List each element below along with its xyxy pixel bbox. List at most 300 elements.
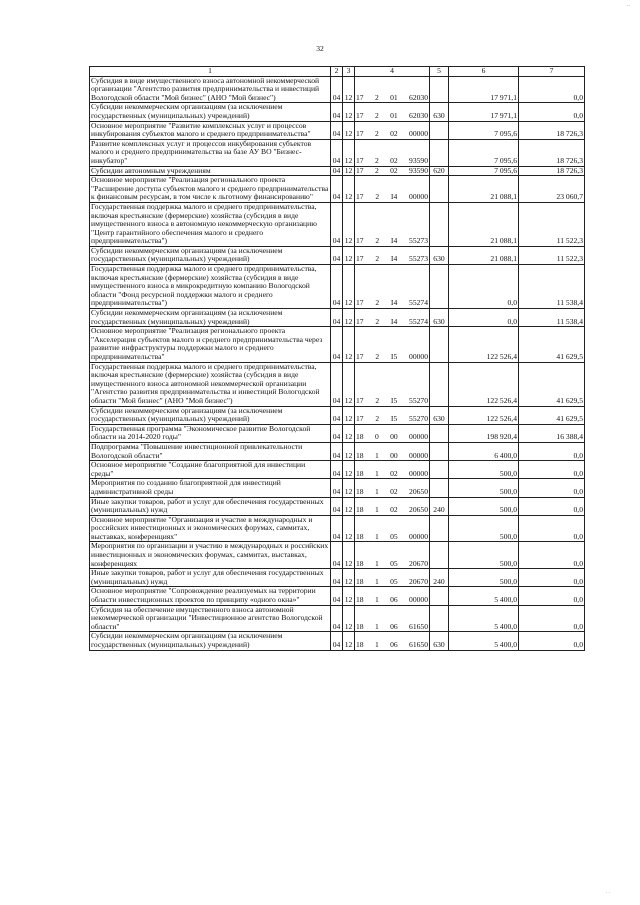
row-vr — [430, 424, 449, 442]
row-pr: 12 — [343, 424, 355, 442]
col-header: 5 — [430, 67, 449, 77]
row-value-1: 500,0 — [449, 461, 519, 479]
row-vr — [430, 542, 449, 569]
row-pr: 12 — [343, 406, 355, 424]
row-name: Субсидия в виде имущественного взноса автономной некоммерческой организации "Агентство развития предпринимательства и инвестиций Вологодской области "Мой бизнес" (АНО "Мой бизнес") — [90, 76, 331, 103]
row-pr: 12 — [343, 139, 355, 166]
table-row — [90, 265, 585, 309]
csr-part: 00000 — [409, 450, 428, 460]
table-row — [90, 139, 585, 166]
row-value-2: 0,0 — [519, 479, 585, 497]
row-pr: 12 — [343, 176, 355, 203]
table-row — [90, 542, 585, 569]
table-row — [90, 362, 585, 406]
csr-part: 2 — [374, 166, 379, 175]
row-csr — [355, 605, 430, 632]
row-value-2: 18 726,3 — [519, 139, 585, 166]
csr-part: 20650 — [409, 486, 428, 496]
csr-part: 55270 — [409, 414, 428, 424]
csr-part: 06 — [390, 621, 398, 631]
csr-part: 17 — [356, 316, 364, 326]
row-gr: 04 — [331, 406, 343, 424]
row-gr: 04 — [331, 76, 343, 103]
csr-part: I5 — [390, 414, 398, 424]
row-value-1: 500,0 — [449, 479, 519, 497]
csr-part: 1 — [374, 505, 379, 515]
row-vr: 630 — [430, 406, 449, 424]
row-name: Основное мероприятие "Развитие комплексных услуг и процессов инкубирования субъектов малого и среднего предпринимательства" — [90, 121, 331, 139]
table-row — [90, 166, 585, 176]
row-value-2: 18 726,3 — [519, 166, 585, 176]
row-csr — [355, 265, 430, 309]
row-vr: 620 — [430, 166, 449, 176]
row-csr — [355, 542, 430, 569]
row-gr: 04 — [331, 309, 343, 327]
csr-part: 2 — [375, 298, 380, 308]
row-pr: 12 — [343, 515, 355, 542]
csr-part: 05 — [390, 558, 398, 568]
col-header: 3 — [343, 67, 355, 77]
row-vr — [430, 442, 449, 460]
csr-part: 17 — [356, 129, 364, 139]
row-csr — [355, 309, 430, 327]
row-value-2: 11 538,4 — [519, 309, 585, 327]
row-gr: 04 — [331, 202, 343, 246]
csr-part: 06 — [390, 640, 398, 649]
row-csr — [355, 461, 430, 479]
row-vr: 630 — [430, 103, 449, 121]
row-value-2: 0,0 — [519, 442, 585, 460]
csr-part: 18 — [356, 640, 364, 649]
csr-part: 55270 — [409, 395, 428, 405]
row-value-1: 500,0 — [449, 542, 519, 569]
row-gr: 04 — [331, 139, 343, 166]
csr-part: 93590 — [409, 155, 428, 165]
row-name: Мероприятия по организации и участию в международных и российских инвестиционных и экономических форумах, саммитах, выставках, конференциях — [90, 542, 331, 569]
row-pr: 12 — [343, 479, 355, 497]
row-value-1: 7 095,6 — [449, 166, 519, 176]
row-pr: 12 — [343, 497, 355, 515]
row-csr — [355, 76, 430, 103]
table-row — [90, 605, 585, 632]
row-vr — [430, 605, 449, 632]
csr-part: 18 — [356, 621, 364, 631]
scan-mark: .. — [627, 2, 630, 8]
csr-part: 1 — [374, 595, 379, 605]
row-vr — [430, 121, 449, 139]
row-value-2: 41 629,5 — [519, 406, 585, 424]
csr-part: 18 — [356, 576, 364, 586]
csr-part: 2 — [375, 414, 380, 424]
table-row — [90, 497, 585, 515]
row-csr-code — [356, 130, 428, 139]
row-name: Основное мероприятие "Реализация регионального проекта "Акселерация субъектов малого и среднего предпринимательства через развитие инфраструктуры поддержки малого и среднего предпринимательства" — [90, 327, 331, 362]
csr-part: 1 — [374, 621, 379, 631]
row-value-1: 0,0 — [449, 265, 519, 309]
row-csr-code — [356, 578, 428, 587]
csr-part: 2 — [374, 92, 379, 102]
row-csr-code — [356, 560, 428, 569]
row-pr: 12 — [343, 362, 355, 406]
row-vr — [430, 479, 449, 497]
csr-part: 2 — [374, 129, 379, 139]
row-name: Государственная поддержка малого и среднего предпринимательства, включая крестьянские (фермерские) хозяйства (субсидия в виде имущественного взноса в микрокредитную компанию Вологодской области "Фонд ресурсной поддержки малого и среднего предпринимательства") — [90, 265, 331, 309]
row-value-1: 5 400,0 — [449, 587, 519, 605]
table-row — [90, 569, 585, 587]
row-value-2: 11 522,3 — [519, 246, 585, 264]
row-csr — [355, 569, 430, 587]
csr-part: 18 — [356, 432, 364, 442]
csr-part: 05 — [390, 576, 398, 586]
row-name: Государственная программа "Экономическое развитие Вологодской области на 2014-2020 годы" — [90, 424, 331, 442]
csr-part: 02 — [390, 166, 398, 175]
row-csr-code — [356, 397, 428, 406]
table-row — [90, 176, 585, 203]
table-row — [90, 76, 585, 103]
row-pr: 12 — [343, 461, 355, 479]
row-vr — [430, 265, 449, 309]
row-value-1: 500,0 — [449, 569, 519, 587]
row-value-2: 11 522,3 — [519, 202, 585, 246]
table-row — [90, 442, 585, 460]
csr-part: 2 — [375, 254, 380, 264]
csr-part: 61650 — [409, 640, 428, 649]
csr-part: 00000 — [409, 192, 428, 202]
csr-part: 00000 — [409, 595, 428, 605]
csr-part: 01 — [390, 110, 398, 120]
table-row — [90, 309, 585, 327]
row-value-2: 0,0 — [519, 515, 585, 542]
row-value-1: 7 095,6 — [449, 121, 519, 139]
col-header: 7 — [519, 67, 585, 77]
row-csr — [355, 121, 430, 139]
row-gr: 04 — [331, 103, 343, 121]
row-pr: 12 — [343, 542, 355, 569]
col-header: 1 — [90, 67, 331, 77]
row-csr — [355, 479, 430, 497]
row-name: Субсидии автономным учреждениям — [90, 166, 331, 176]
row-csr — [355, 327, 430, 362]
csr-part: 1 — [374, 576, 379, 586]
row-name: Основное мероприятие "Организация и участие в международных и российских инвестиционных и экономических форумах, саммитах, выставках, конференциях" — [90, 515, 331, 542]
row-pr: 12 — [343, 121, 355, 139]
csr-part: 02 — [390, 468, 398, 478]
csr-part: 18 — [356, 558, 364, 568]
row-name: Субсидии некоммерческим организациям (за исключением государственных (муниципальных) учреждений) — [90, 406, 331, 424]
row-value-1: 500,0 — [449, 497, 519, 515]
csr-part: 18 — [356, 486, 364, 496]
row-value-1: 17 971,1 — [449, 76, 519, 103]
row-gr: 04 — [331, 479, 343, 497]
scan-mark: . . — [605, 889, 610, 895]
row-gr: 04 — [331, 327, 343, 362]
row-value-1: 0,0 — [449, 309, 519, 327]
csr-part: 17 — [356, 395, 364, 405]
row-value-2: 0,0 — [519, 569, 585, 587]
row-value-1: 122 526,4 — [449, 406, 519, 424]
table-row — [90, 424, 585, 442]
row-gr: 04 — [331, 515, 343, 542]
table-row — [90, 587, 585, 605]
table-row — [90, 246, 585, 264]
row-name: Субсидия на обеспечение имущественного взноса автономной некоммерческой организации "Инвестиционное агентство Вологодской области" — [90, 605, 331, 632]
csr-part: 2 — [375, 316, 380, 326]
row-name: Государственная поддержка малого и среднего предпринимательства, включая крестьянские (фермерские) хозяйства (субсидия в виде имущественного взноса в автономную некоммерческую организацию "Центр гарантийного обеспечения малого и среднего предпринимательства") — [90, 202, 331, 246]
csr-part: 61650 — [409, 621, 428, 631]
row-pr: 12 — [343, 103, 355, 121]
row-csr-code — [356, 488, 428, 497]
row-vr — [430, 76, 449, 103]
row-vr — [430, 176, 449, 203]
row-csr — [355, 202, 430, 246]
csr-part: 1 — [374, 450, 379, 460]
csr-part: 05 — [390, 531, 398, 541]
csr-part: 55274 — [409, 298, 428, 308]
csr-part: 62030 — [409, 92, 428, 102]
row-pr: 12 — [343, 442, 355, 460]
table-row — [90, 632, 585, 650]
table-row — [90, 121, 585, 139]
row-csr — [355, 139, 430, 166]
row-value-2: 41 629,5 — [519, 362, 585, 406]
csr-part: 17 — [356, 298, 364, 308]
row-name: Основное мероприятие "Создание благоприятной для инвестиции среды" — [90, 461, 331, 479]
row-name: Иные закупки товаров, работ и услуг для обеспечения государственных (муниципальных) нужд — [90, 569, 331, 587]
csr-part: 20650 — [409, 505, 428, 515]
row-csr-code — [356, 641, 428, 650]
row-csr — [355, 424, 430, 442]
row-csr — [355, 406, 430, 424]
row-gr: 04 — [331, 176, 343, 203]
row-value-2: 0,0 — [519, 542, 585, 569]
row-csr-code — [356, 433, 428, 442]
row-value-1: 5 400,0 — [449, 605, 519, 632]
csr-part: 55274 — [409, 316, 428, 326]
row-gr: 04 — [331, 121, 343, 139]
row-value-2: 0,0 — [519, 76, 585, 103]
row-name: Иные закупки товаров, работ и услуг для обеспечения государственных (муниципальных) нужд — [90, 497, 331, 515]
csr-part: 62030 — [409, 110, 428, 120]
row-pr: 12 — [343, 632, 355, 650]
row-csr — [355, 166, 430, 176]
row-csr — [355, 176, 430, 203]
row-name: Субсидии некоммерческим организациям (за исключением государственных (муниципальных) учреждений) — [90, 103, 331, 121]
table-row — [90, 327, 585, 362]
csr-part: 18 — [356, 468, 364, 478]
row-pr: 12 — [343, 246, 355, 264]
row-csr-code — [356, 299, 428, 308]
row-gr: 04 — [331, 461, 343, 479]
csr-part: 00 — [390, 432, 398, 442]
row-name: Подпрограмма "Повышение инвестиционной привлекательности Вологодской области" — [90, 442, 331, 460]
csr-part: 00000 — [409, 352, 428, 361]
row-name: Основное мероприятие "Сопровождение реализуемых на территории области инвестиционных проектов по принципу «одного окна»" — [90, 587, 331, 605]
row-name: Субсидии некоммерческим организациям (за исключением государственных (муниципальных) учреждений) — [90, 246, 331, 264]
csr-part: 2 — [374, 155, 379, 165]
table-row — [90, 515, 585, 542]
row-value-2: 0,0 — [519, 632, 585, 650]
row-value-1: 21 088,1 — [449, 202, 519, 246]
csr-part: I5 — [390, 395, 398, 405]
csr-part: 20670 — [409, 576, 428, 586]
col-header: 6 — [449, 67, 519, 77]
row-csr — [355, 587, 430, 605]
row-vr — [430, 587, 449, 605]
csr-part: I4 — [390, 236, 398, 246]
csr-part: 18 — [356, 531, 364, 541]
row-pr: 12 — [343, 76, 355, 103]
row-gr: 04 — [331, 362, 343, 406]
csr-part: 17 — [356, 192, 364, 202]
row-csr-code — [356, 94, 428, 103]
row-csr-code — [356, 623, 428, 632]
row-value-1: 122 526,4 — [449, 362, 519, 406]
row-pr: 12 — [343, 569, 355, 587]
row-csr-code — [356, 415, 428, 424]
csr-part: 2 — [375, 395, 380, 405]
row-gr: 04 — [331, 424, 343, 442]
csr-part: 17 — [356, 236, 364, 246]
row-vr — [430, 461, 449, 479]
row-csr-code — [356, 533, 428, 542]
row-vr: 630 — [430, 309, 449, 327]
row-value-2: 11 538,4 — [519, 265, 585, 309]
row-name: Субсидии некоммерческим организациям (за исключением государственных (муниципальных) учреждений) — [90, 309, 331, 327]
row-value-1: 21 088,1 — [449, 176, 519, 203]
row-value-2: 0,0 — [519, 497, 585, 515]
row-csr — [355, 362, 430, 406]
row-value-1: 122 526,4 — [449, 327, 519, 362]
row-value-1: 6 400,0 — [449, 442, 519, 460]
row-csr — [355, 497, 430, 515]
csr-part: 00000 — [409, 432, 428, 442]
csr-part: 18 — [356, 505, 364, 515]
row-vr: 240 — [430, 497, 449, 515]
csr-part: 93590 — [409, 166, 428, 175]
csr-part: 17 — [356, 414, 364, 424]
row-csr-code — [356, 157, 428, 166]
row-name: Развитие комплексных услуг и процессов инкубирования субъектов малого и среднего предпринимательства на базе АУ ВО "Бизнес-инкубатор" — [90, 139, 331, 166]
row-csr-code — [356, 596, 428, 605]
row-csr-code — [356, 237, 428, 246]
row-gr: 04 — [331, 246, 343, 264]
row-value-1: 198 920,4 — [449, 424, 519, 442]
row-value-1: 5 400,0 — [449, 632, 519, 650]
row-gr: 04 — [331, 542, 343, 569]
row-pr: 12 — [343, 327, 355, 362]
col-header: 2 — [331, 67, 343, 77]
row-vr — [430, 202, 449, 246]
row-value-1: 7 095,6 — [449, 139, 519, 166]
csr-part: 01 — [390, 92, 398, 102]
csr-part: 17 — [356, 166, 364, 175]
row-value-2: 0,0 — [519, 461, 585, 479]
row-gr: 04 — [331, 632, 343, 650]
csr-part: 00000 — [409, 129, 428, 139]
csr-part: 0 — [374, 432, 379, 442]
csr-part: 02 — [390, 505, 398, 515]
csr-part: I5 — [390, 352, 398, 361]
row-csr-code — [356, 506, 428, 515]
row-pr: 12 — [343, 166, 355, 176]
csr-part: 2 — [375, 192, 380, 202]
row-value-2: 23 060,7 — [519, 176, 585, 203]
row-vr — [430, 515, 449, 542]
csr-part: 00000 — [409, 468, 428, 478]
row-pr: 12 — [343, 309, 355, 327]
row-vr — [430, 327, 449, 362]
row-value-1: 21 088,1 — [449, 246, 519, 264]
csr-part: 1 — [374, 640, 379, 649]
row-value-2: 0,0 — [519, 103, 585, 121]
row-vr — [430, 362, 449, 406]
row-csr-code — [356, 353, 428, 362]
csr-part: 55273 — [409, 236, 428, 246]
csr-part: 17 — [356, 155, 364, 165]
row-csr-code — [356, 193, 428, 202]
csr-part: I4 — [390, 192, 398, 202]
csr-part: 02 — [390, 486, 398, 496]
row-gr: 04 — [331, 442, 343, 460]
csr-part: 17 — [356, 352, 364, 361]
row-name: Основное мероприятие "Реализация регионального проекта "Расширение доступа субъектов малого и среднего предпринимательства к финансовым ресурсам, в том числе к льготному финансированию" — [90, 176, 331, 203]
row-gr: 04 — [331, 587, 343, 605]
row-value-2: 16 388,4 — [519, 424, 585, 442]
row-csr — [355, 632, 430, 650]
csr-part: 02 — [390, 155, 398, 165]
row-pr: 12 — [343, 265, 355, 309]
csr-part: 1 — [374, 531, 379, 541]
row-vr: 630 — [430, 632, 449, 650]
row-gr: 04 — [331, 605, 343, 632]
row-vr: 240 — [430, 569, 449, 587]
row-value-2: 0,0 — [519, 587, 585, 605]
row-csr — [355, 246, 430, 264]
row-gr: 04 — [331, 497, 343, 515]
row-csr-code — [356, 112, 428, 121]
csr-part: 2 — [374, 110, 379, 120]
csr-part: 17 — [356, 110, 364, 120]
row-csr-code — [356, 318, 428, 327]
row-csr — [355, 515, 430, 542]
csr-part: 2 — [375, 236, 380, 246]
row-name: Мероприятия по созданию благоприятной для инвестиций административной среды — [90, 479, 331, 497]
row-csr — [355, 103, 430, 121]
row-gr: 04 — [331, 569, 343, 587]
csr-part: 20670 — [409, 558, 428, 568]
csr-part: I4 — [390, 316, 398, 326]
csr-part: 00000 — [409, 531, 428, 541]
csr-part: 1 — [374, 468, 379, 478]
csr-part: 02 — [390, 129, 398, 139]
csr-part: I4 — [390, 298, 398, 308]
row-vr: 630 — [430, 246, 449, 264]
table-row — [90, 103, 585, 121]
row-csr-code — [356, 255, 428, 264]
row-name: Субсидии некоммерческим организациям (за исключением государственных (муниципальных) учреждений) — [90, 632, 331, 650]
row-pr: 12 — [343, 605, 355, 632]
row-csr-code — [356, 167, 428, 176]
row-gr: 04 — [331, 166, 343, 176]
table-row — [90, 479, 585, 497]
csr-part: I4 — [390, 254, 398, 264]
row-csr-code — [356, 452, 428, 461]
csr-part: 18 — [356, 450, 364, 460]
csr-part: 1 — [374, 486, 379, 496]
column-number-header — [90, 67, 585, 77]
csr-part: 55273 — [409, 254, 428, 264]
row-csr — [355, 442, 430, 460]
